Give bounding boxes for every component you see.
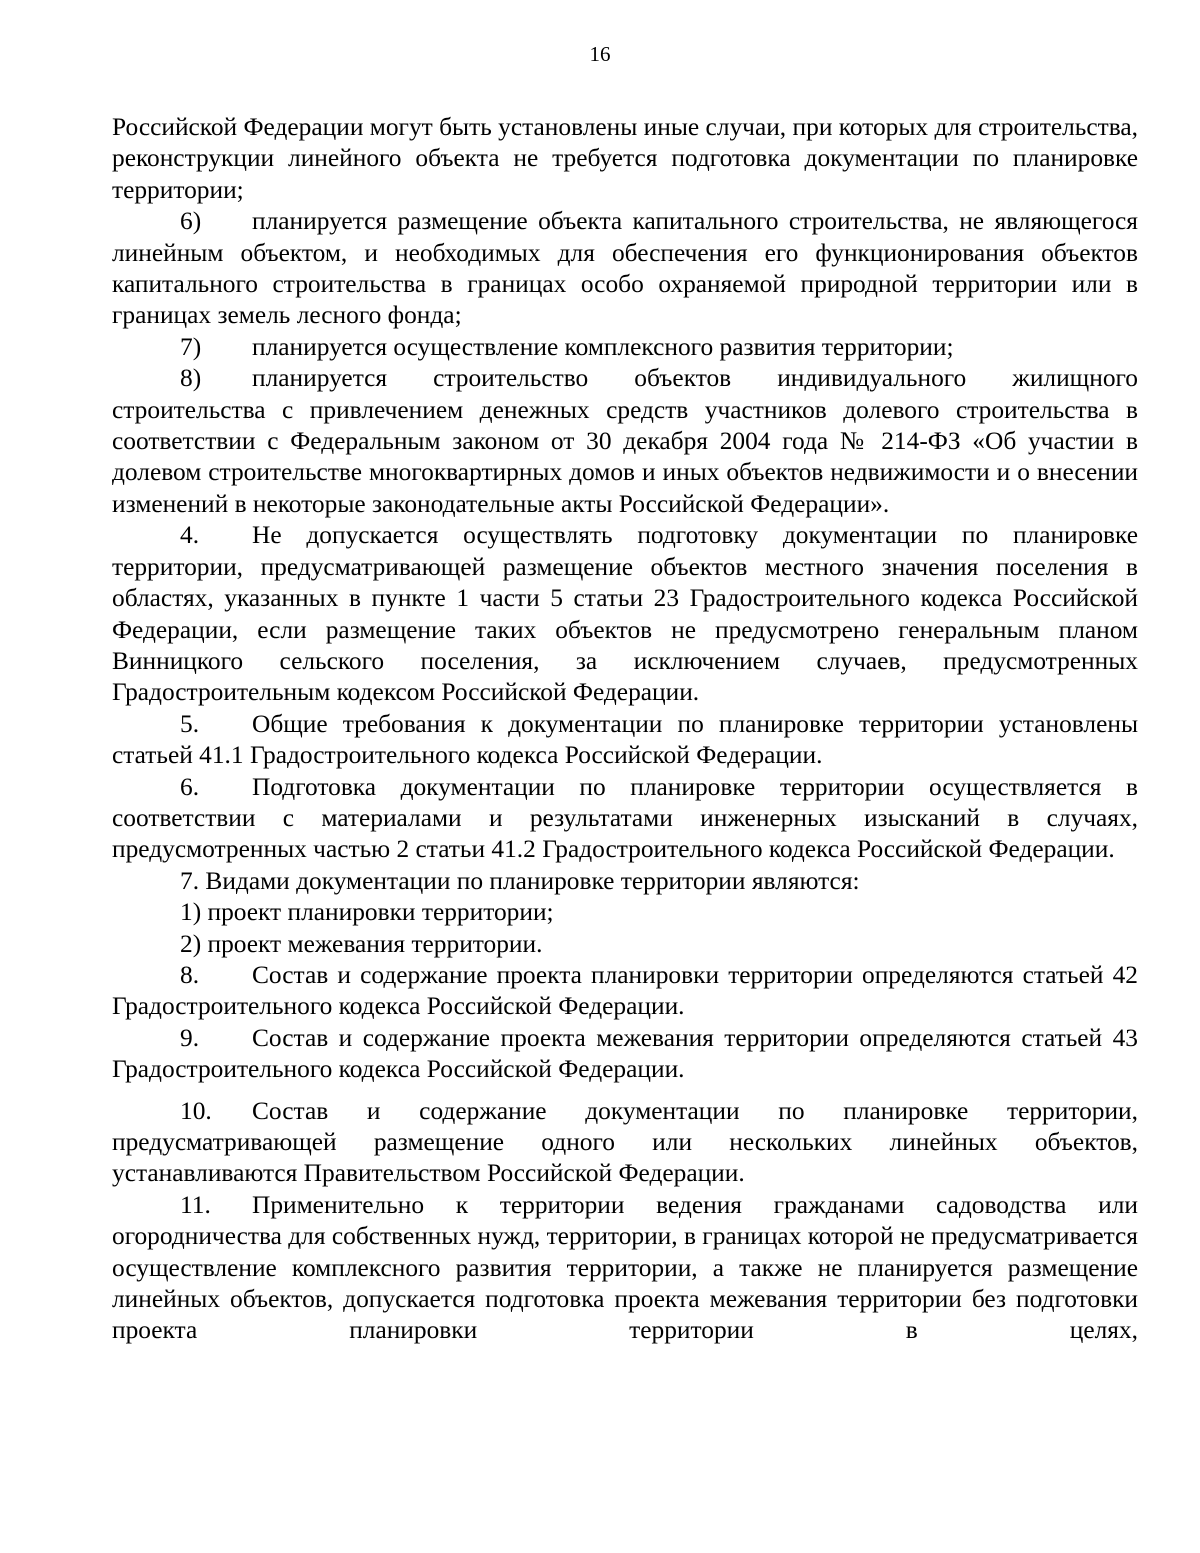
paragraph-text: планируется осуществление комплексного развития территории; [252, 332, 954, 361]
paragraph-text: планируется размещение объекта капитального строительства, не являющегося линейным объектом, и необходимых для обеспечения его функционирования объектов капитального строительства в границах особо охраняемой природной территории или в границах земель лесного фонда; [112, 207, 1138, 330]
item-number: 8) [180, 364, 202, 393]
clause-7-item-2 [112, 929, 1138, 960]
clause-10 [112, 1096, 1138, 1190]
clause-5 [112, 709, 1138, 772]
clause-number: 6. [180, 772, 200, 801]
clause-9 [112, 1023, 1138, 1086]
item-number: 7) [180, 332, 202, 361]
clause-4 [112, 520, 1138, 708]
paragraph-text: Состав и содержание проекта планировки территории определяются статьей 42 Градостроительного кодекса Российской Федерации. [112, 960, 1138, 1021]
clause-number: 5. [180, 709, 200, 738]
paragraph-text: 2) проект межевания территории. [180, 929, 543, 958]
paragraph-text: Применительно к территории ведения гражданами садоводства или огородничества для собственных нужд, территории, в границах которой не предусматривается осуществление комплексного развития территории, а также не планируется размещение линейных объектов, допускается подготовка проекта межевания территории без подготовки проекта планировки территории в целях, [112, 1190, 1138, 1345]
page-number: 16 [589, 42, 611, 66]
list-item-8 [112, 363, 1138, 520]
clause-number: 4. [180, 521, 200, 550]
clause-7 [112, 866, 1138, 897]
clause-number: 8. [180, 960, 200, 989]
paragraph-continuation [112, 112, 1138, 206]
clause-6 [112, 772, 1138, 866]
paragraph-text: Состав и содержание проекта межевания территории определяются статьей 43 Градостроительного кодекса Российской Федерации. [112, 1023, 1138, 1084]
paragraph-text: планируется строительство объектов индивидуального жилищного строительства с привлечением денежных средств участников долевого строительства в соответствии с Федеральным законом от 30 декабря 2004 года № 214-ФЗ «Об участии в долевом строительстве многоквартирных домов и иных объектов недвижимости и о внесении изменений в некоторые законодательные акты Российской Федерации». [112, 364, 1138, 518]
list-item-6 [112, 206, 1138, 332]
clause-8 [112, 960, 1138, 1023]
document-body [112, 112, 1138, 1347]
paragraph-text: Подготовка документации по планировке территории осуществляется в соответствии с материалами и результатами инженерных изысканий в случаях, предусмотренных частью 2 статьи 41.2 Градостроительного кодекса Российской Федерации. [112, 772, 1138, 864]
paragraph-text: Общие требования к документации по планировке территории установлены статьей 41.1 Градостроительного кодекса Российской Федерации. [112, 709, 1138, 770]
item-number: 6) [180, 207, 202, 236]
list-item-7 [112, 332, 1138, 363]
clause-number: 11. [180, 1190, 211, 1219]
clause-7-item-1 [112, 897, 1138, 928]
paragraph-text: Состав и содержание документации по планировке территории, предусматривающей размещение одного или нескольких линейных объектов, устанавливаются Правительством Российской Федерации. [112, 1096, 1138, 1188]
paragraph-text: 1) проект планировки территории; [180, 898, 554, 927]
clause-number: 9. [180, 1023, 200, 1052]
paragraph-text: Не допускается осуществлять подготовку документации по планировке территории, предусматривающей размещение объектов местного значения поселения в областях, указанных в пункте 1 части 5 статьи 23 Градостроительного кодекса Российской Федерации, если размещение таких объектов не предусмотрено генеральным планом Винницкого сельского поселения, за исключением случаев, предусмотренных Градостроительным кодексом Российской Федерации. [112, 521, 1138, 707]
paragraph-text: 7. Видами документации по планировке территории являются: [180, 866, 860, 895]
clause-number: 10. [180, 1096, 212, 1125]
clause-11 [112, 1190, 1138, 1347]
paragraph-text: Российской Федерации могут быть установлены иные случаи, при которых для строительства, реконструкции линейного объекта не требуется подготовка документации по планировке территории; [112, 113, 1138, 204]
